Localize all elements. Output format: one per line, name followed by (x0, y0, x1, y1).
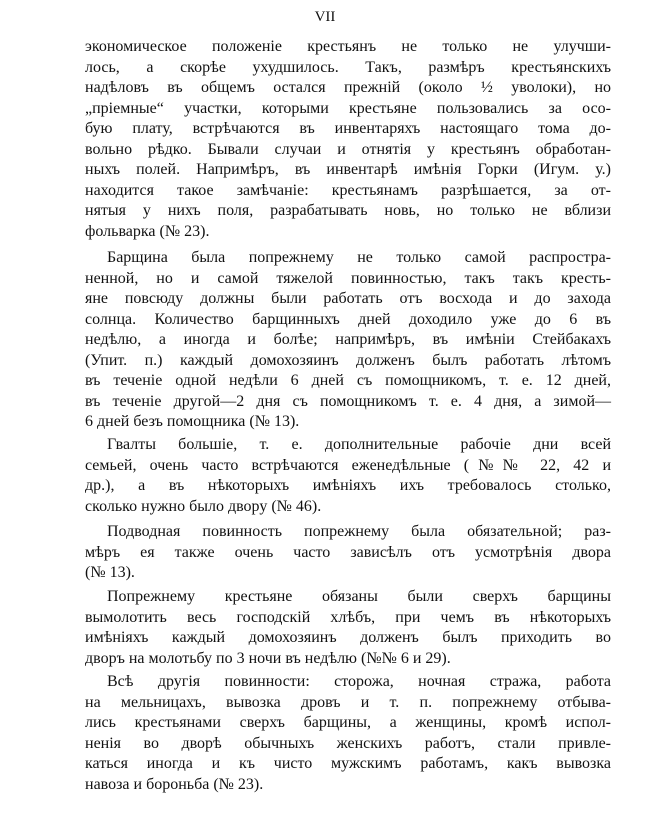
paragraph-gvalty (85, 435, 611, 517)
text-line: надѣловъ въ общемъ остался прежнiй (около ½ уволоки), но (85, 79, 611, 96)
text-line: экономическое положенiе крестьянъ не только не улучши- (85, 38, 611, 55)
text-line: имѣнiяхъ каждый домохозяинъ долженъ былъ приходить во (85, 629, 611, 646)
text-line: въ теченiе одной недѣли 6 дней съ помощникомъ, т. е. 12 дней, (85, 372, 611, 389)
text-line: дворъ на молотьбу по 3 ночи въ недѣлю (№№ 6 и 29). (85, 649, 451, 667)
paragraph-economic-situation (85, 37, 611, 242)
text-line: ненной, но и самой тяжелой повинностью, такъ такъ кресть- (85, 269, 611, 287)
text-line: на мельницахъ, вывозка дровъ и т. п. попрежнему отбыва- (85, 693, 611, 711)
text-line: ныхъ полей. Напримѣръ, въ инвентарѣ имѣнiя Горки (Игум. у.) (85, 161, 611, 178)
text-line: недѣлю, а иногда и болѣе; напримѣръ, въ имѣнiи Стейбакахъ (85, 331, 611, 348)
text-line: сколько нужно было двору (№ 46). (85, 497, 322, 515)
text-line: „прiемные“ участки, которыми крестьяне пользовались за осо- (85, 99, 611, 117)
text-line: (Упит. п.) каждый домохозяинъ долженъ былъ работать лѣтомъ (85, 351, 611, 369)
text-line: лись крестьянами сверхъ барщины, а женщины, кромѣ испол- (85, 714, 611, 731)
text-line: 6 дней безъ помощника (№ 13). (85, 413, 300, 430)
text-line: Попрежнему крестьяне обязаны были сверхъ барщины (107, 588, 611, 605)
text-line: вымолотить весь господскiй хлѣбъ, при чемъ въ нѣкоторыхъ (85, 608, 611, 626)
text-line: семьей, очень часто встрѣчаются еженедѣльные (№№ 22, 42 и (85, 456, 611, 474)
text-line: въ теченiе другой—2 дня съ помощникомъ т. е. 4 дня, а зимой— (85, 392, 611, 410)
text-line: бую плату, встрѣчаются въ инвентаряхъ настоящаго тома до- (85, 120, 611, 137)
text-line: Барщина была попрежнему не только самой распростра- (107, 249, 611, 266)
text-line: солнца. Количество барщинныхъ дней доходило уже до 6 въ (85, 310, 611, 328)
text-line: навоза и бороньба (№ 23). (85, 775, 264, 793)
text-line: ненiя во дворѣ обычныхъ женскихъ работъ, стали привле- (85, 734, 611, 752)
paragraph-barshchina (85, 248, 611, 433)
text-line: Всѣ другiя повинности: сторожа, ночная стража, работа (107, 673, 611, 690)
text-line: мѣръ ея также очень часто зависѣлъ отъ усмотрѣнiя двора (85, 543, 611, 561)
text-line: Подводная повинность попрежнему была обязательной; раз- (107, 523, 611, 540)
text-line: (№ 13). (85, 564, 135, 581)
text-line: каться иногда и къ чисто мужскимъ работамъ, какъ вывозка (85, 755, 611, 772)
paragraph-podvodnaya (85, 522, 611, 584)
text-line: др.), а въ нѣкоторыхъ имѣнiяхъ ихъ требовалось столько, (85, 477, 611, 494)
paragraph-molotba (85, 587, 611, 669)
text-line: находится такое замѣчанiе: крестьянамъ разрѣшается, за от- (85, 181, 611, 199)
text-line: фольварка (№ 23). (85, 222, 210, 240)
text-line: вольно рѣдко. Бывали случаи и отнятiя у крестьянъ обработан- (85, 140, 611, 158)
paragraph-other-duties (85, 672, 611, 795)
text-line: Гвалты большiе, т. е. дополнительные рабочiе дни всей (107, 436, 611, 453)
text-line: яне повсюду должны были работать отъ восхода и до захода (85, 290, 611, 307)
text-line: нятыя у нихъ поля, разрабатывать новь, но только не вблизи (85, 202, 611, 219)
text-line: лось, а скорѣе ухудшилось. Такъ, размѣръ крестьянскихъ (85, 58, 611, 76)
page-number: VII (314, 9, 336, 25)
